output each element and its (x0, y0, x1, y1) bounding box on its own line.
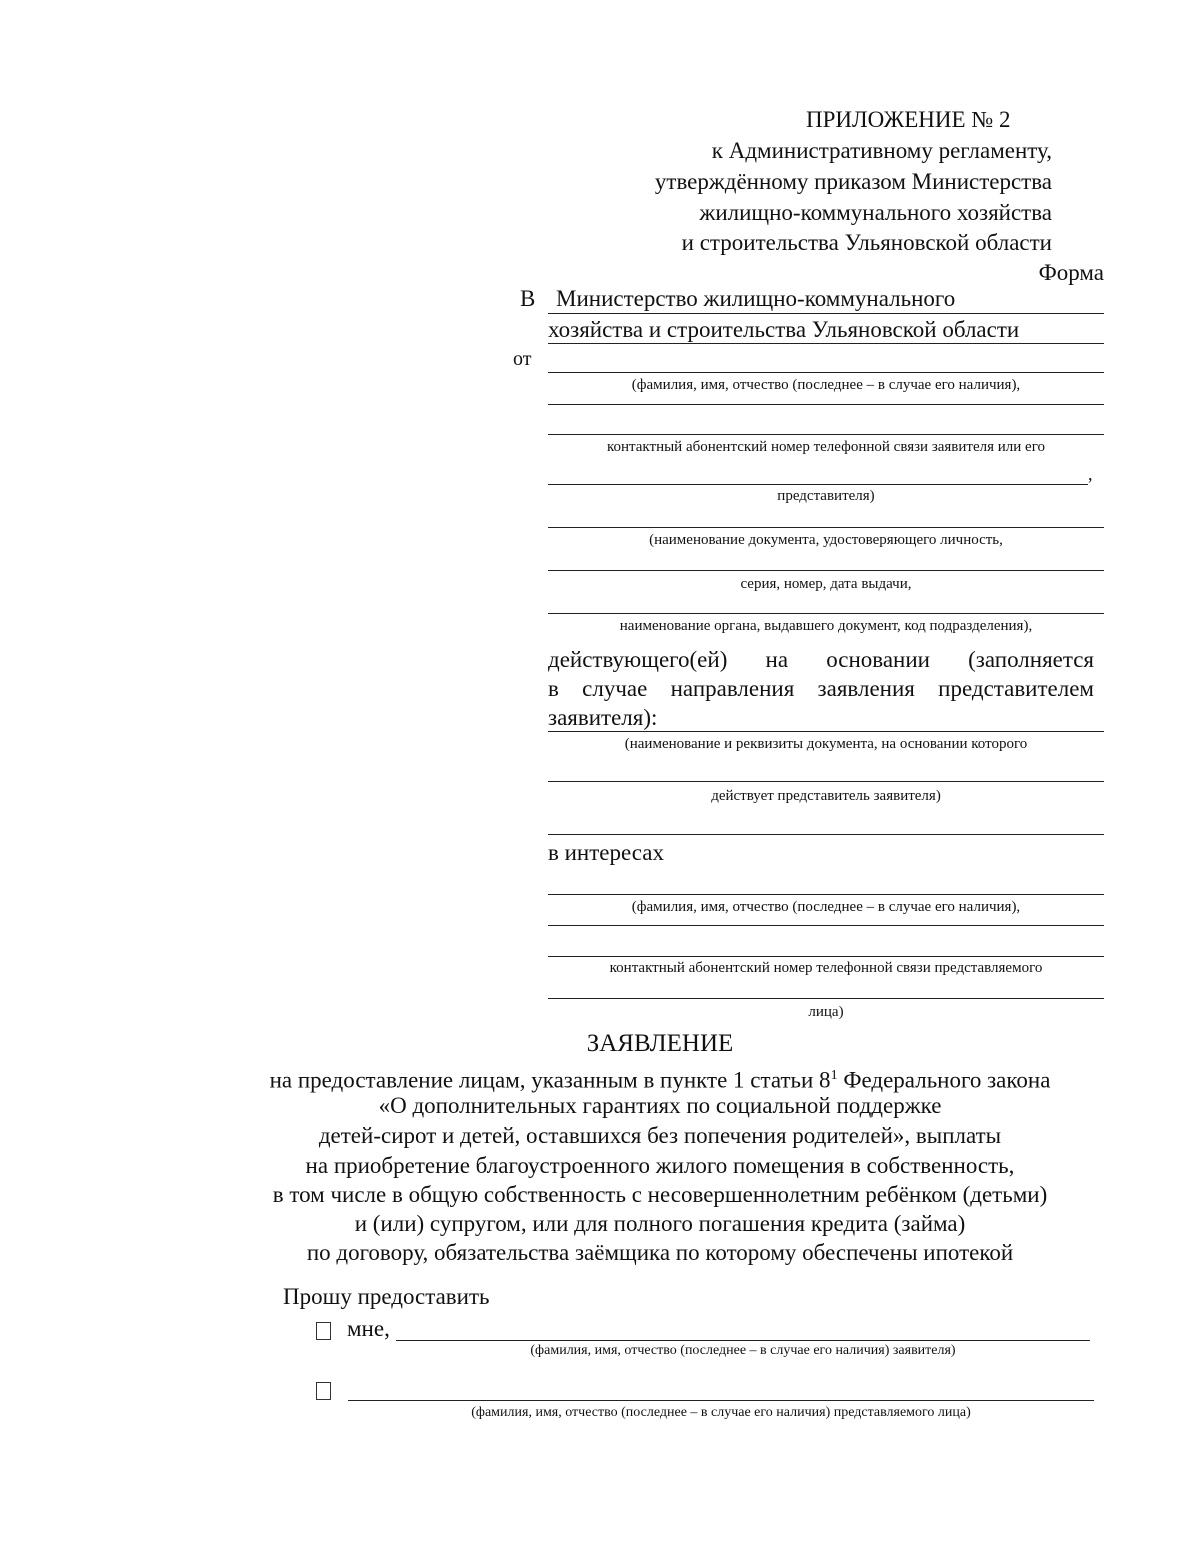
statement-line-1-a: на предоставление лицам, указанным в пункте 1 статьи 8 (269, 1067, 831, 1093)
statement-line-2: «О дополнительных гарантиях по социальной поддержке (378, 1093, 942, 1118)
form-label: Форма (1038, 260, 1104, 285)
header-line-4: и строительства Ульяновской области (681, 230, 1052, 255)
basis-line-2-underline (548, 781, 1104, 782)
interests-phone-line (548, 956, 1104, 957)
interests-fio-line (548, 894, 1104, 895)
hint-representative: представителя) (777, 488, 875, 504)
header-line-1: к Административному регламенту, (711, 138, 1052, 163)
to-line-2: хозяйства и строительства Ульяновской области (548, 317, 1020, 342)
hint-series: серия, номер, дата выдачи, (740, 576, 912, 592)
id-issuer-line (548, 613, 1104, 614)
option-self-label: мне, (347, 1316, 390, 1341)
hint-id-doc: (наименование документа, удостоверяющего личность, (649, 532, 1003, 548)
to-line-1: Министерство жилищно-коммунального (556, 286, 956, 311)
interests-phone-line-2 (548, 998, 1104, 999)
option-self-line (396, 1340, 1090, 1341)
statement-line-1 (0, 1061, 1200, 1095)
applicant-phone-line (548, 434, 1104, 435)
hint-applicant-phone: контактный абонентский номер телефонной связи заявителя или его (606, 439, 1045, 455)
interests-fio-line-2 (548, 925, 1104, 926)
hint-issuer: наименование органа, выдавшего документ, код подразделения), (619, 618, 1033, 634)
statement-line-4: на приобретение благоустроенного жилого помещения в собственность, (305, 1153, 1015, 1178)
id-doc-line (548, 527, 1104, 528)
statement-title: ЗАЯВЛЕНИЕ (586, 1030, 734, 1057)
interests-label: в интересах (548, 840, 664, 865)
from-prefix: от (513, 348, 532, 370)
applicant-fio-line-2 (548, 404, 1104, 405)
statement-line-7: по договору, обязательства заёмщика по которому обеспечены ипотекой (306, 1240, 1014, 1265)
checkbox-self[interactable] (316, 1322, 331, 1340)
option-represented-line (348, 1400, 1094, 1401)
header-line-3: жилищно-коммунального хозяйства (699, 200, 1052, 225)
request-lead: Прошу предоставить (283, 1284, 490, 1309)
id-series-line (548, 570, 1104, 571)
statement-line-3: детей-сирот и детей, оставшихся без попечения родителей», выплаты (318, 1123, 1002, 1148)
statement-line-5: в том числе в общую собственность с несовершеннолетним ребёнком (детьми) (272, 1182, 1048, 1207)
checkbox-represented[interactable] (316, 1382, 331, 1400)
statement-line-1-b: Федерального закона (837, 1067, 1051, 1093)
hint-option-self: (фамилия, имя, отчество (последнее – в случае его наличия) заявителя) (530, 1343, 956, 1358)
basis-line-3: заявителя): (548, 705, 658, 730)
comma: , (1088, 464, 1093, 484)
applicant-fio-line (548, 372, 1104, 373)
hint-interests-phone: контактный абонентский номер телефонной связи представляемого (609, 960, 1043, 976)
basis-underline (548, 731, 1104, 732)
hint-interests-person: лица) (808, 1004, 844, 1020)
hint-option-represented: (фамилия, имя, отчество (последнее – в случае его наличия) представляемого лица) (471, 1405, 971, 1420)
statement-superscript: 1 (830, 1068, 838, 1083)
hint-basis-2: действует представитель заявителя) (711, 788, 941, 804)
basis-line-2: в случае направления заявления представителем (548, 676, 1094, 701)
basis-line-1: действующего(ей) на основании (заполняется (548, 647, 1094, 672)
hint-basis-1: (наименование и реквизиты документа, на основании которого (624, 736, 1028, 752)
appendix-title: ПРИЛОЖЕНИЕ № 2 (806, 107, 1011, 132)
applicant-phone-line-2 (548, 484, 1088, 485)
header-line-2: утверждённому приказом Министерства (654, 169, 1052, 194)
to-underline-1 (548, 313, 1104, 314)
to-prefix: В (520, 286, 536, 311)
statement-line-6: и (или) супругом, или для полного погашения кредита (займа) (354, 1211, 966, 1236)
hint-interests-fio: (фамилия, имя, отчество (последнее – в случае его наличия), (631, 899, 1021, 915)
basis-line-3-underline (548, 834, 1104, 835)
hint-applicant-fio: (фамилия, имя, отчество (последнее – в случае его наличия), (631, 377, 1021, 393)
to-underline-2 (548, 343, 1104, 344)
